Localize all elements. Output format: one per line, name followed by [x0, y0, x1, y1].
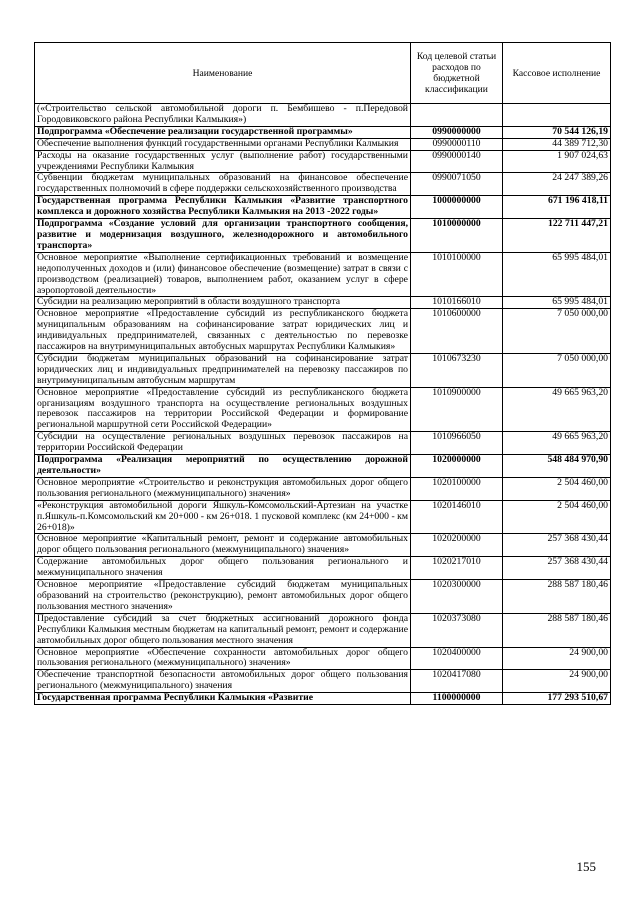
- row-name-cell: Основное мероприятие «Предоставление субсидий из республиканского бюджета организациям воздушного транспорта на осуществление региональных воздушных перевозок пассажиров на территории Российской Федерации и формирование региональной маршрутной сети Российской Федерации»: [35, 387, 411, 432]
- row-amount-cell: 1 907 024,63: [503, 150, 611, 173]
- table-row: [35, 309, 611, 354]
- row-amount-cell: 24 247 389,26: [503, 173, 611, 196]
- row-code-cell: 1020146010: [411, 500, 503, 534]
- row-name-cell: Основное мероприятие «Обеспечение сохранности автомобильных дорог общего пользования регионального (межмуниципального) значения»: [35, 647, 411, 670]
- table-header-row: [35, 43, 611, 104]
- table-row: [35, 126, 611, 138]
- table-row: [35, 477, 611, 500]
- row-name-cell: «Реконструкция автомобильной дороги Яшкуль-Комсомольский-Артезиан на участке п.Яшкуль-п.Комсомольский км 20+000 - км 26+018. 1 пусковой комплекс (км 24+000 - км 26+018)»: [35, 500, 411, 534]
- row-name-cell: Субсидии на осуществление региональных воздушных перевозок пассажиров на территории Российской Федерации: [35, 432, 411, 455]
- row-code-cell: 1020417080: [411, 670, 503, 693]
- row-amount-cell: 257 368 430,44: [503, 557, 611, 580]
- table-row: [35, 353, 611, 387]
- table-row: [35, 693, 611, 705]
- table-row: [35, 173, 611, 196]
- row-code-cell: 1010673230: [411, 353, 503, 387]
- row-code-cell: 1010166010: [411, 297, 503, 309]
- row-code-cell: 0990000000: [411, 126, 503, 138]
- row-code-cell: 1010600000: [411, 309, 503, 354]
- row-name-cell: Подпрограмма «Создание условий для организации транспортного сообщения, развитие и модернизация воздушного, железнодорожного и автомобильного транспорта»: [35, 219, 411, 253]
- table-row: [35, 196, 611, 219]
- row-amount-cell: 177 293 510,67: [503, 693, 611, 705]
- row-amount-cell: 548 484 970,90: [503, 455, 611, 478]
- table-row: [35, 297, 611, 309]
- row-amount-cell: 2 504 460,00: [503, 477, 611, 500]
- row-code-cell: 1010966050: [411, 432, 503, 455]
- row-amount-cell: 65 995 484,01: [503, 297, 611, 309]
- row-name-cell: Основное мероприятие «Выполнение сертификационных требований и возмещение недополученных доходов и (или) финансовое обеспечение (возмещение) затрат в связи с производством (реализацией) товаров, выполнением работ, оказанием услуг в сфере аэропортовой деятельности»: [35, 252, 411, 297]
- row-amount-cell: 70 544 126,19: [503, 126, 611, 138]
- row-name-cell: Подпрограмма «Обеспечение реализации государственной программы»: [35, 126, 411, 138]
- row-name-cell: Обеспечение транспортной безопасности автомобильных дорог общего пользования регионального (межмуниципального) значения: [35, 670, 411, 693]
- table-row: [35, 580, 611, 614]
- row-code-cell: 1020100000: [411, 477, 503, 500]
- row-code-cell: 1020300000: [411, 580, 503, 614]
- row-amount-cell: 288 587 180,46: [503, 613, 611, 647]
- row-amount-cell: 257 368 430,44: [503, 534, 611, 557]
- row-code-cell: 1010900000: [411, 387, 503, 432]
- table-row: [35, 534, 611, 557]
- row-name-cell: Основное мероприятие «Предоставление субсидий бюджетам муниципальных образований на строительство (реконструкцию), ремонт автомобильных дорог общего пользования местного значения»: [35, 580, 411, 614]
- row-amount-cell: 65 995 484,01: [503, 252, 611, 297]
- row-code-cell: 1020000000: [411, 455, 503, 478]
- row-code-cell: [411, 104, 503, 127]
- row-amount-cell: 49 665 963,20: [503, 387, 611, 432]
- row-name-cell: Основное мероприятие «Строительство и реконструкция автомобильных дорог общего пользования регионального (межмуниципального) значения»: [35, 477, 411, 500]
- row-amount-cell: 7 050 000,00: [503, 309, 611, 354]
- row-amount-cell: 24 900,00: [503, 670, 611, 693]
- row-code-cell: 1020373080: [411, 613, 503, 647]
- row-code-cell: 1020200000: [411, 534, 503, 557]
- row-name-cell: Обеспечение выполнения функций государственными органами Республики Калмыкия: [35, 138, 411, 150]
- row-amount-cell: 44 389 712,30: [503, 138, 611, 150]
- table-row: [35, 500, 611, 534]
- row-code-cell: 0990071050: [411, 173, 503, 196]
- row-name-cell: Субвенции бюджетам муниципальных образований на финансовое обеспечение государственных полномочий в сфере поддержки сельскохозяйственного производства: [35, 173, 411, 196]
- row-name-cell: Субсидии бюджетам муниципальных образований на софинансирование затрат юридических лиц и индивидуальных предпринимателей на перевозку пассажиров по внутримуниципальным автобусным маршрутам: [35, 353, 411, 387]
- table-row: [35, 104, 611, 127]
- row-name-cell: Расходы на оказание государственных услуг (выполнение работ) государственными учреждениями Республики Калмыкия: [35, 150, 411, 173]
- table-row: [35, 138, 611, 150]
- row-amount-cell: 24 900,00: [503, 647, 611, 670]
- row-code-cell: 0990000140: [411, 150, 503, 173]
- row-amount-cell: 288 587 180,46: [503, 580, 611, 614]
- table-row: [35, 252, 611, 297]
- table-row: [35, 150, 611, 173]
- row-name-cell: Основное мероприятие «Капитальный ремонт, ремонт и содержание автомобильных дорог общего пользования регионального (межмуниципального) значения»: [35, 534, 411, 557]
- table-row: [35, 557, 611, 580]
- row-name-cell: («Строительство сельской автомобильной дороги п. Бембишево - п.Передовой Городовиковского района Республики Калмыкия»): [35, 104, 411, 127]
- row-name-cell: Подпрограмма «Реализация мероприятий по осуществлению дорожной деятельности»: [35, 455, 411, 478]
- row-amount-cell: 2 504 460,00: [503, 500, 611, 534]
- table-row: [35, 613, 611, 647]
- table-row: [35, 647, 611, 670]
- row-amount-cell: 671 196 418,11: [503, 196, 611, 219]
- budget-execution-table: [34, 42, 611, 705]
- row-amount-cell: 122 711 447,21: [503, 219, 611, 253]
- row-amount-cell: 7 050 000,00: [503, 353, 611, 387]
- row-name-cell: Субсидии на реализацию мероприятий в области воздушного транспорта: [35, 297, 411, 309]
- row-name-cell: Государственная программа Республики Калмыкия «Развитие: [35, 693, 411, 705]
- row-name-cell: Государственная программа Республики Калмыкия «Развитие транспортного комплекса и дорожного хозяйства Республики Калмыкия на 2013 -2022 годы»: [35, 196, 411, 219]
- table-row: [35, 219, 611, 253]
- row-name-cell: Предоставление субсидий за счет бюджетных ассигнований дорожного фонда Республики Калмыкия местным бюджетам на капитальный ремонт, ремонт и содержание автомобильных дорог общего пользования местного значения: [35, 613, 411, 647]
- row-code-cell: 1020217010: [411, 557, 503, 580]
- row-code-cell: 1010000000: [411, 219, 503, 253]
- row-name-cell: Основное мероприятие «Предоставление субсидий из республиканского бюджета муниципальным образованиям на софинансирование затрат юридических лиц и индивидуальных предпринимателей, связанных с деятельностью по перевозке пассажиров на внутримуниципальных автобусных маршрутах Республики Калмыкия»: [35, 309, 411, 354]
- header-code: Код целевой статьи расходов по бюджетной классификации: [411, 43, 503, 104]
- row-code-cell: 0990000110: [411, 138, 503, 150]
- row-code-cell: 1000000000: [411, 196, 503, 219]
- header-amount: Кассовое исполнение: [503, 43, 611, 104]
- header-name: Наименование: [35, 43, 411, 104]
- table-row: [35, 455, 611, 478]
- row-code-cell: 1010100000: [411, 252, 503, 297]
- table-row: [35, 670, 611, 693]
- row-name-cell: Содержание автомобильных дорог общего пользования регионального и межмуниципального значения: [35, 557, 411, 580]
- table-row: [35, 387, 611, 432]
- table-row: [35, 432, 611, 455]
- row-code-cell: 1100000000: [411, 693, 503, 705]
- row-amount-cell: 49 665 963,20: [503, 432, 611, 455]
- row-code-cell: 1020400000: [411, 647, 503, 670]
- page-number: 155: [576, 859, 596, 874]
- row-amount-cell: [503, 104, 611, 127]
